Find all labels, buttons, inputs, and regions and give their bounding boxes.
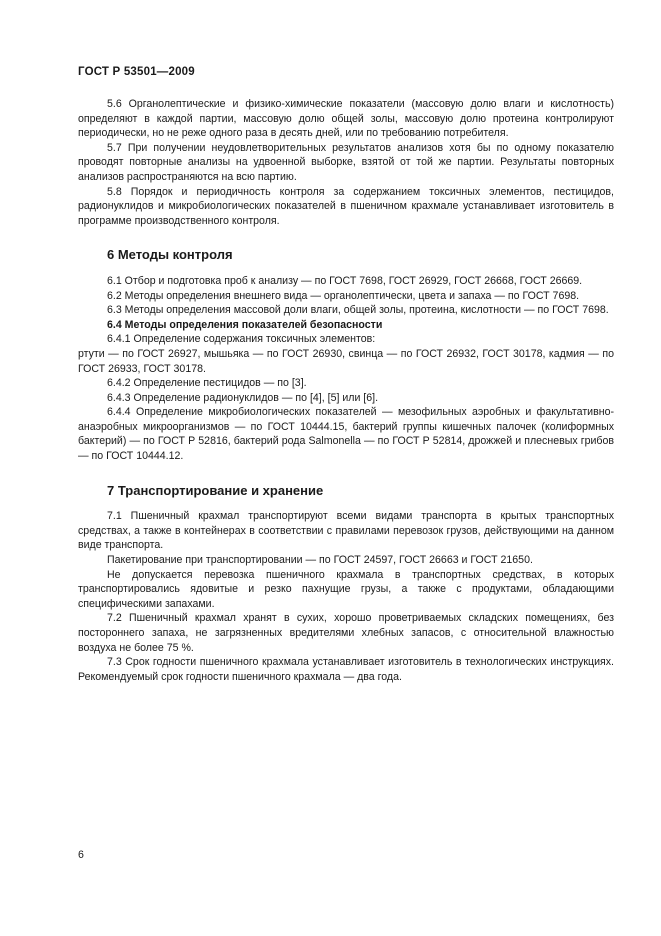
paragraph-5-8: 5.8 Порядок и периодичность контроля за содержанием токсичных элементов, пестицидов, радионуклидов и микробиологических показателей в пшеничном крахмале устанавливает изготовитель в программе производственного контроля. [78,185,614,227]
page-number: 6 [78,849,84,861]
paragraph-transport-restriction: Не допускается перевозка пшеничного крахмала в транспортных средствах, в которых транспортировались ядовитые и резко пахнущие грузы, а также с продуктами, обладающими специфическими запахами. [78,568,614,610]
page-content [78,97,614,684]
document-header: ГОСТ Р 53501—2009 [78,66,195,78]
paragraph-6-3: 6.3 Методы определения массовой доли влаги, общей золы, протеина, кислотности — по ГОСТ 7698. [107,304,609,317]
paragraph-6-4-1: 6.4.1 Определение содержания токсичных элементов: [107,333,376,346]
paragraph-7-2: 7.2 Пшеничный крахмал хранят в сухих, хорошо проветриваемых складских помещениях, без постороннего запаха, не загрязненных вредителями хлебных запасов, с относительной влажностью воздуха не более 75 %. [78,612,614,654]
paragraph-packaging: Пакетирование при транспортировании — по ГОСТ 24597, ГОСТ 26663 и ГОСТ 21650. [107,554,533,567]
paragraph-toxic-elements: ртути — по ГОСТ 26927, мышьяка — по ГОСТ 26930, свинца — по ГОСТ 26932, ГОСТ 30178, кадмия — по ГОСТ 26933, ГОСТ 30178. [78,347,614,375]
paragraph-6-2: 6.2 Методы определения внешнего вида — органолептически, цвета и запаха — по ГОСТ 7698. [107,289,580,302]
paragraph-5-7: 5.7 При получении неудовлетворительных результатов анализов хотя бы по одному показателю проводят повторные анализы на удвоенной выборке, взятой от той же партии. Результаты повторных анализов распространяются на всю партию. [78,141,614,183]
section-7-heading: 7 Транспортирование и хранение [107,482,324,498]
paragraph-6-1: 6.1 Отбор и подготовка проб к анализу — по ГОСТ 7698, ГОСТ 26929, ГОСТ 26668, ГОСТ 26669. [107,274,583,287]
section-6-heading: 6 Методы контроля [107,247,233,263]
paragraph-6-4-3: 6.4.3 Определение радионуклидов — по [4], [5] или [6]. [107,391,379,404]
paragraph-7-1: 7.1 Пшеничный крахмал транспортируют всеми видами транспорта в крытых транспортных средствах, а также в контейнерах в соответствии с правилами перевозок грузов, действующими на данном виде транспорта. [78,510,614,552]
paragraph-7-3: 7.3 Срок годности пшеничного крахмала устанавливает изготовитель в технологических инструкциях. Рекомендуемый срок годности пшеничного крахмала — два года. [78,656,614,683]
paragraph-6-4-4: 6.4.4 Определение микробиологических показателей — мезофильных аэробных и факультативно-анаэробных микроорганизмов — по ГОСТ 10444.15, бактерий группы кишечных палочек (колиформных бактерий) — по ГОСТ Р 52816, бактерий рода Salmonella — по ГОСТ Р 52814, дрожжей и плесневых грибов — по ГОСТ 10444.12. [78,406,614,463]
paragraph-5-6: 5.6 Органолептические и физико-химические показатели (массовую долю влаги и кислотность) определяют в каждой партии, массовую долю общей золы, массовую долю протеина контролируют периодически, но не реже одного раза в десять дней, или по требованию потребителя. [78,98,614,140]
paragraph-6-4-2: 6.4.2 Определение пестицидов — по [3]. [107,377,307,390]
subsection-6-4-heading: 6.4 Методы определения показателей безопасности [107,318,383,331]
